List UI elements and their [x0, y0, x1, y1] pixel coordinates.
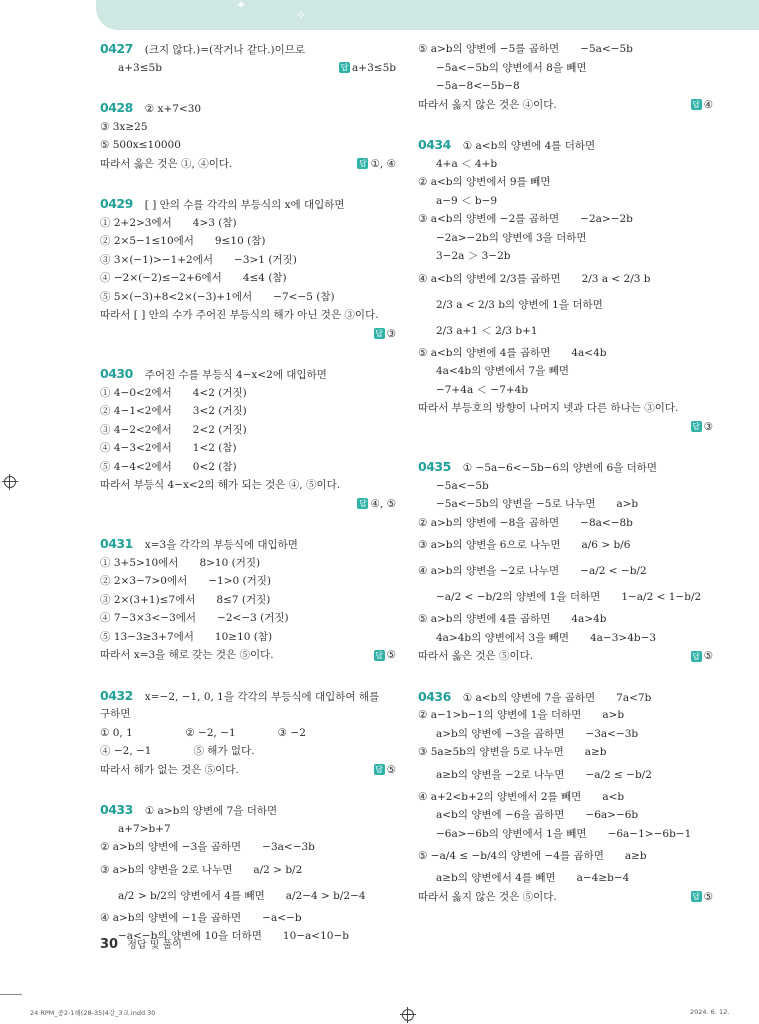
answer-mark-icon: 답 [692, 422, 700, 431]
line-text: ② a<b의 양변에서 9를 빼면 [418, 176, 551, 188]
solution-line [100, 365, 396, 384]
line-text: ③ 4−2<2에서 2<2 (거짓) [100, 423, 247, 436]
problem-number: 0434 [418, 137, 451, 152]
solution-line [418, 418, 713, 437]
solution-line [418, 292, 713, 318]
problem-number: 0433 [100, 802, 133, 817]
problem-solution [100, 801, 396, 946]
line-text: ④ −2×(−2)≤−2+6에서 4≤4 (참) [100, 272, 287, 284]
line-text: a<b의 양변에 −6을 곱하면 −6a>−6b [436, 809, 639, 821]
solution-line [418, 610, 713, 629]
solution-line [100, 909, 396, 928]
solution-line [100, 384, 396, 403]
solution-line [418, 788, 713, 807]
line-text: a≥b의 양변에서 4를 빼면 a−4≥b−4 [436, 872, 630, 884]
answer-value: ③ [386, 327, 396, 340]
problem-number: 0429 [100, 196, 133, 211]
line-text: ④ a+2<b+2의 양변에서 2를 빼면 a<b [418, 790, 625, 803]
line-text: −7+4a ＜ −7+4b [436, 383, 529, 396]
line-text: ⑤ −a/4 ≤ −b/4의 양변에 −4를 곱하면 a≥b [418, 850, 647, 862]
solution-line [418, 266, 713, 292]
solution-line [100, 402, 396, 421]
line-text: ⑤ 500x≤10000 [100, 139, 181, 151]
line-text: ② a−1>b−1의 양변에 1을 더하면 a>b [418, 709, 625, 721]
solution-line [418, 155, 713, 174]
line-text: ① a<b의 양변에 4를 더하면 [462, 140, 596, 152]
answer-badge [357, 495, 396, 514]
line-text: −a/2 < −b/2의 양변에 1을 더하면 1−a/2 < 1−b/2 [436, 591, 702, 603]
answer-mark-icon: 답 [692, 892, 700, 901]
line-text: ② 2×3−7>0에서 −1>0 (거짓) [100, 575, 272, 587]
problem-number: 0435 [418, 459, 451, 474]
solution-line [100, 554, 396, 573]
line-text: 3−2a ＞ 3−2b [436, 250, 511, 262]
line-text: −5a<−5b의 양변에서 8을 빼면 [436, 61, 587, 74]
answer-badge [691, 418, 713, 437]
line-text: ① a>b의 양변에 7을 더하면 [144, 805, 278, 817]
line-text: x=−2, −1, 0, 1을 각각의 부등식에 대입하여 해를 [144, 690, 380, 703]
problem-solution [100, 687, 396, 780]
solution-line [100, 476, 396, 495]
line-text: ④ 4−3<2에서 1<2 (참) [100, 442, 237, 454]
solution-line [100, 99, 396, 118]
solution-line [418, 210, 713, 229]
answer-value: a+3≤5b [352, 61, 396, 74]
solution-line [418, 318, 713, 344]
line-text: ① 4−0<2에서 4<2 (거짓) [100, 386, 247, 399]
solution-line [100, 214, 396, 233]
line-text: 4+a ＜ 4+b [436, 157, 498, 170]
answer-value: ④, ⑤ [370, 497, 396, 510]
line-text: 4a>4b의 양변에서 3을 빼면 4a−3>4b−3 [436, 631, 657, 644]
problem-number: 0427 [100, 41, 133, 56]
page-number: 30 [100, 937, 119, 952]
problem-solution [100, 535, 396, 665]
solution-line [418, 247, 713, 266]
line-text: 따라서 부등식 4−x<2의 해가 되는 것은 ④, ⑤이다. [100, 479, 341, 491]
line-text: ① −5a−6<−5b−6의 양변에 6을 더하면 [462, 462, 658, 474]
line-text: ② 4−1<2에서 3<2 (거짓) [100, 405, 247, 417]
solution-line [418, 59, 713, 78]
registration-mark-icon [402, 1009, 414, 1021]
problem-solution [418, 136, 713, 436]
solution-line [418, 532, 713, 558]
line-text: 구하면 [100, 708, 131, 720]
answer-mark-icon: 답 [359, 499, 367, 508]
solution-line [100, 705, 396, 724]
line-text: ④ a>b의 양변에 −1을 곱하면 −a<−b [100, 911, 302, 924]
solution-line [100, 306, 396, 325]
solution-line [100, 439, 396, 458]
line-text: (크지 않다.)=(작거나 같다.)이므로 [144, 44, 306, 56]
problem-number: 0430 [100, 366, 133, 381]
solution-line [100, 535, 396, 554]
problem-solution [418, 688, 713, 907]
solution-line [100, 724, 396, 743]
file-slug: 24 RPM_중2-1해(28-35)4강_3교.indd 30 [30, 1009, 156, 1017]
answer-value: ④ [703, 98, 713, 111]
answer-value: ①, ④ [370, 157, 396, 170]
line-text: a/2 > b/2의 양변에서 4를 빼면 a/2−4 > b/2−4 [118, 889, 366, 902]
line-text: 따라서 x=3을 해로 갖는 것은 ⑤이다. [100, 649, 274, 661]
star-icon: ✦ [236, 0, 247, 12]
answer-badge [357, 155, 396, 174]
solution-line [418, 229, 713, 248]
line-text: a+3≤5b [118, 61, 162, 74]
line-text: ③ 2×(3+1)≤7에서 8≤7 (거짓) [100, 593, 271, 606]
solution-line [100, 687, 396, 706]
line-text: ④ −2, −1 ⑤ 해가 없다. [100, 745, 255, 757]
line-text: 따라서 [ ] 안의 수가 주어진 부등식의 해가 아닌 것은 ③이다. [100, 309, 379, 321]
solution-line [100, 195, 396, 214]
registration-mark-icon [4, 476, 16, 488]
solution-line [100, 118, 396, 137]
solution-line [100, 572, 396, 591]
line-text: ⑤ a>b의 양변에 4를 곱하면 4a>4b [418, 613, 607, 625]
solution-line [100, 820, 396, 839]
line-text: ① a<b의 양변에 7을 곱하면 7a<7b [462, 691, 652, 704]
solution-line [100, 155, 396, 174]
star-icon: ✧ [296, 8, 307, 22]
answer-badge [691, 96, 713, 115]
solution-line [100, 458, 396, 477]
solution-line [418, 399, 713, 418]
answer-mark-icon: 답 [340, 63, 349, 72]
answer-mark-icon: 답 [375, 650, 383, 660]
line-text: 주어진 수를 부등식 4−x<2에 대입하면 [144, 369, 327, 381]
line-text: ⑤ 4−4<2에서 0<2 (참) [100, 460, 237, 473]
line-text: −6a>−6b의 양변에서 1을 빼면 −6a−1>−6b−1 [436, 827, 692, 840]
solution-line [100, 325, 396, 344]
solution-line [418, 514, 713, 533]
crop-mark [0, 994, 22, 995]
solution-line [418, 629, 713, 648]
solution-line [418, 495, 713, 514]
solution-line [100, 609, 396, 628]
problem-number: 0428 [100, 100, 133, 115]
line-text: ⑤ a<b의 양변에 4를 곱하면 4a<4b [418, 346, 607, 359]
solution-line [100, 40, 396, 59]
line-text: ④ 7−3×3<−3에서 −2<−3 (거짓) [100, 612, 289, 624]
solution-line [418, 477, 713, 496]
problem-solution [100, 365, 396, 513]
line-text: ④ a<b의 양변에 2/3를 곱하면 2/3 a < 2/3 b [418, 272, 651, 285]
answer-badge [374, 325, 396, 344]
line-text: ① 2+2>3에서 4>3 (참) [100, 216, 237, 229]
solution-line [418, 706, 713, 725]
line-text: a>b의 양변에 −3을 곱하면 −3a<−3b [436, 727, 639, 740]
solution-line [100, 59, 396, 78]
solution-line [418, 136, 713, 155]
answer-value: ⑤ [703, 890, 713, 903]
line-text: ① 0, 1 ② −2, −1 ③ −2 [100, 726, 306, 739]
solution-line [418, 344, 713, 363]
solution-line [418, 362, 713, 381]
line-text: a+7>b+7 [118, 822, 171, 835]
line-text: ② a>b의 양변에 −3을 곱하면 −3a<−3b [100, 841, 315, 853]
solution-line [418, 173, 713, 192]
answer-badge [374, 761, 396, 780]
solution-line [100, 801, 396, 820]
line-text: a−9 ＜ b−9 [436, 194, 498, 207]
solution-line [418, 40, 713, 59]
line-text: ① 3+5>10에서 8>10 (거짓) [100, 556, 261, 569]
problem-solution [100, 99, 396, 173]
line-text: ⑤ 13−3≥3+7에서 10≥10 (참) [100, 630, 273, 643]
answer-mark-icon: 답 [692, 651, 700, 661]
solution-line [418, 725, 713, 744]
answer-mark-icon: 답 [359, 159, 367, 168]
solution-line [418, 843, 713, 869]
answer-value: ⑤ [386, 649, 396, 661]
solution-line [418, 825, 713, 844]
solution-line [418, 762, 713, 788]
solution-line [100, 742, 396, 761]
solution-line [100, 591, 396, 610]
solution-line [418, 558, 713, 584]
line-text: a≥b의 양변을 −2로 나누면 −a/2 ≤ −b/2 [436, 768, 652, 781]
line-text: ⑤ 5×(−3)+8<2×(−3)+1에서 −7<−5 (참) [100, 290, 335, 303]
answer-value: ③ [703, 420, 713, 433]
solution-line [100, 628, 396, 647]
section-label: 정답 및 풀이 [127, 940, 182, 951]
line-text: 따라서 옳지 않은 것은 ⑤이다. [418, 890, 557, 903]
line-text: −5a<−5b의 양변을 −5로 나누면 a>b [436, 498, 639, 510]
solution-line [100, 136, 396, 155]
line-text: −5a<−5b [436, 479, 489, 492]
problem-solution [100, 40, 396, 77]
line-text: ③ 5a≥5b의 양변을 5로 나누면 a≥b [418, 746, 607, 758]
solution-line [100, 288, 396, 307]
solution-line [418, 888, 713, 907]
solution-line [100, 269, 396, 288]
solution-line [418, 647, 713, 666]
solution-line [418, 458, 713, 477]
solution-line [418, 743, 713, 762]
line-text: −2a>−2b의 양변에 3을 더하면 [436, 231, 587, 244]
left-column [100, 40, 396, 968]
right-column [418, 40, 713, 928]
solution-line [100, 761, 396, 780]
answer-mark-icon: 답 [375, 329, 383, 338]
solution-line [100, 232, 396, 251]
answer-badge [374, 646, 396, 665]
line-text: 따라서 해가 없는 것은 ⑤이다. [100, 763, 239, 776]
problem-number: 0432 [100, 687, 133, 703]
solution-line [100, 421, 396, 440]
solution-line [418, 806, 713, 825]
line-text: 4a<4b의 양변에서 7을 빼면 [436, 365, 569, 377]
line-text: 따라서 부등호의 방향이 나머지 넷과 다른 하나는 ③이다. [418, 402, 679, 414]
answer-value: ⑤ [386, 763, 396, 776]
answer-badge [691, 647, 713, 666]
line-text: ② a>b의 양변에 −8을 곱하면 −8a<−8b [418, 516, 633, 529]
solution-line [418, 96, 713, 115]
line-text: 따라서 옳은 것은 ⑤이다. [418, 650, 534, 662]
problem-number: 0431 [100, 536, 133, 551]
problem-solution [100, 195, 396, 343]
solution-line [418, 584, 713, 610]
line-text: 2/3 a+1 ＜ 2/3 b+1 [436, 324, 538, 337]
solution-line [100, 857, 396, 883]
solution-line [418, 192, 713, 211]
solution-line [418, 688, 713, 707]
solution-line [100, 883, 396, 909]
line-text: [ ] 안의 수를 각각의 부등식의 x에 대입하면 [144, 199, 345, 211]
answer-mark-icon: 답 [375, 765, 383, 774]
line-text: ③ 3x≥25 [100, 120, 148, 133]
solution-line [100, 838, 396, 857]
line-text: 따라서 옳은 것은 ①, ④이다. [100, 157, 233, 170]
solution-line [418, 77, 713, 96]
line-text: ③ a<b의 양변에 −2를 곱하면 −2a>−2b [418, 213, 633, 225]
solution-line [100, 495, 396, 514]
solution-line [100, 646, 396, 665]
line-text: ⑤ a>b의 양변에 −5를 곱하면 −5a<−5b [418, 43, 633, 55]
page-footer [100, 936, 182, 952]
line-text: ③ a>b의 양변을 2로 나누면 a/2 > b/2 [100, 863, 303, 876]
line-text: ② x+7<30 [144, 103, 202, 115]
answer-value: ⑤ [703, 650, 713, 662]
line-text: −a<−b의 양변에 10을 더하면 10−a<10−b [118, 930, 349, 942]
answer-mark-icon: 답 [692, 100, 700, 109]
line-text: x=3을 각각의 부등식에 대입하면 [144, 539, 298, 551]
line-text: ② 2×5−1≤10에서 9≤10 (참) [100, 235, 266, 247]
line-text: 2/3 a < 2/3 b의 양변에 1을 더하면 [436, 298, 603, 311]
line-text: −5a−8<−5b−8 [436, 80, 520, 92]
line-text: ③ a>b의 양변을 6으로 나누면 a/6 > b/6 [418, 539, 631, 551]
line-text: 따라서 옳지 않은 것은 ④이다. [418, 98, 557, 111]
problem-solution [418, 40, 713, 114]
solution-line [418, 381, 713, 400]
problem-solution [418, 458, 713, 666]
answer-badge [339, 59, 396, 78]
solution-line [100, 251, 396, 270]
line-text: ④ a>b의 양변을 −2로 나누면 −a/2 < −b/2 [418, 565, 647, 577]
answer-badge [691, 888, 713, 907]
line-text: ③ 3×(−1)>−1+2에서 −3>1 (거짓) [100, 253, 297, 266]
problem-number: 0436 [418, 688, 451, 704]
header-decoration-band [96, 0, 759, 30]
print-date: 2024. 6. 12. [690, 1008, 730, 1016]
solution-line [418, 869, 713, 888]
